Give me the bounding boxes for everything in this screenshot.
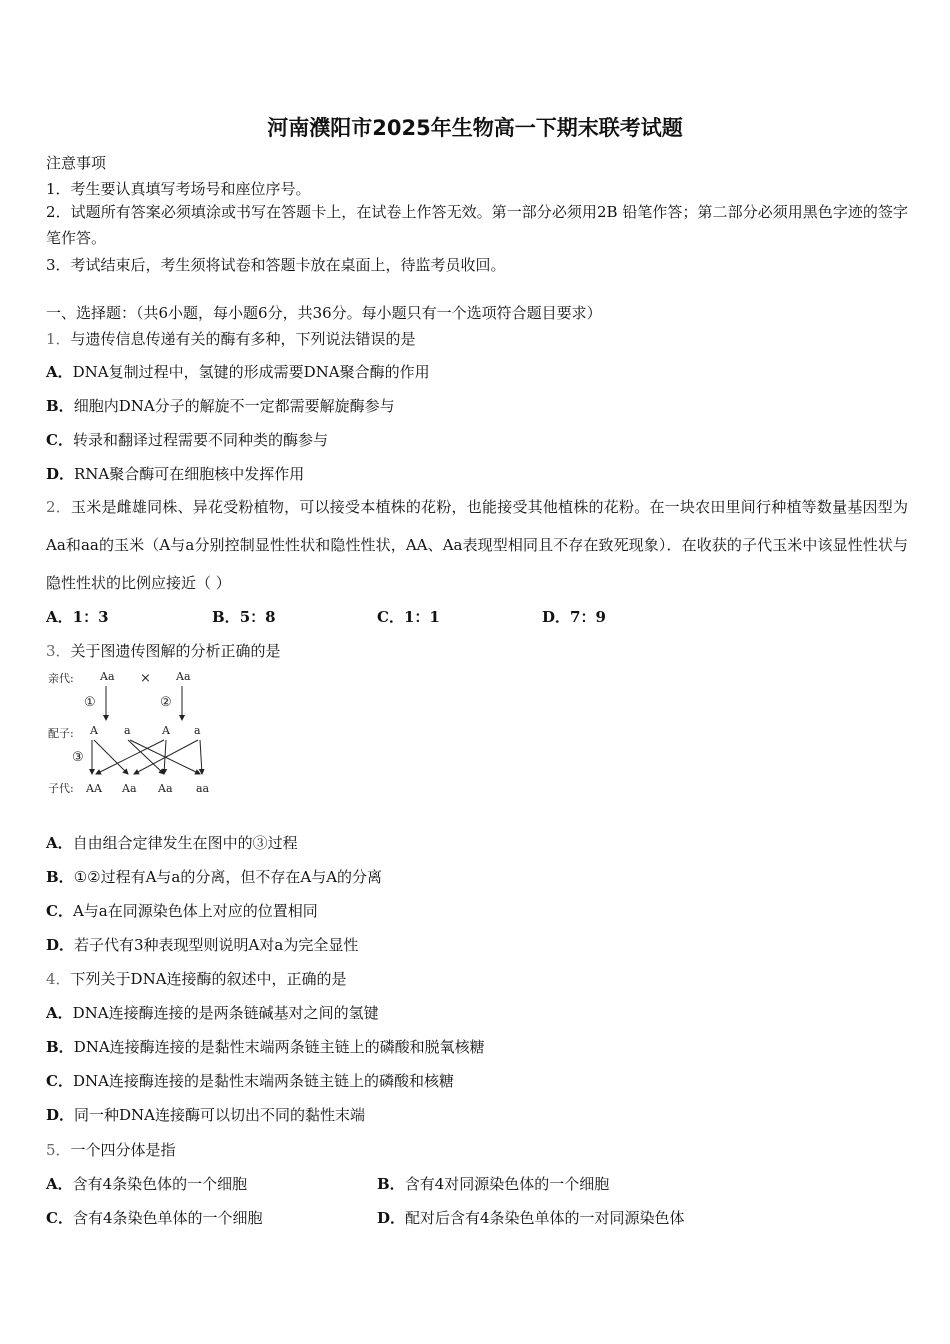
option-text: DNA连接酶连接的是两条链碱基对之间的氢键: [72, 1004, 379, 1022]
section-heading: 一、选择题：（共6小题，每小题6分，共36分。每小题只有一个选项符合题目要求）: [46, 304, 602, 322]
question-number: 1．: [46, 330, 71, 348]
option-text: 自由组合定律发生在图中的③过程: [72, 834, 298, 852]
question-stem: 与遗传信息传递有关的酶有多种，下列说法错误的是: [70, 330, 416, 348]
q3-option-a[interactable]: [46, 832, 298, 853]
option-text: DNA连接酶连接的是黏性末端两条链主链上的磷酸和脱氧核糖: [73, 1038, 485, 1056]
option-label: C．: [46, 1072, 73, 1090]
option-label: C．: [46, 431, 73, 449]
gamete-a-1: a: [124, 724, 131, 737]
q4-option-b[interactable]: [46, 1036, 485, 1057]
q5-option-c[interactable]: [46, 1207, 263, 1228]
option-text: 配对后含有4条染色单体的一对同源染色体: [405, 1209, 685, 1227]
question-number: 5．: [46, 1141, 71, 1159]
offspring-Aa-2: Aa: [158, 782, 173, 795]
option-text: 若子代有3种表现型则说明A对a为完全显性: [74, 936, 359, 954]
row-label-parents: 亲代:: [48, 672, 74, 685]
question-1: [46, 328, 416, 349]
option-text: A与a在同源染色体上对应的位置相同: [72, 902, 318, 920]
option-text: DNA复制过程中，氢键的形成需要DNA聚合酶的作用: [72, 363, 430, 381]
q3-option-c[interactable]: [46, 900, 318, 921]
option-label: D．: [46, 1106, 75, 1124]
gamete-A-2: A: [162, 724, 170, 737]
question-2: [46, 488, 908, 602]
question-number: 4．: [46, 970, 71, 988]
option-label: C．: [377, 608, 404, 626]
cross-symbol: ×: [140, 671, 151, 686]
step-2-marker: ②: [160, 695, 172, 710]
option-label: B．: [46, 1038, 74, 1056]
notice-item-2: 2．试题所有答案必须填涂或书写在答题卡上，在试卷上作答无效。第一部分必须用2B 铅笔作答；第二部分必须用黑色字迹的签字笔作答。: [46, 203, 908, 247]
q1-option-b[interactable]: [46, 395, 395, 416]
q5-option-d[interactable]: [377, 1207, 685, 1228]
page-title: 河南濮阳市2025年生物高一下期末联考试题: [267, 116, 683, 140]
option-label: D．: [46, 465, 75, 483]
option-label: B．: [212, 608, 240, 626]
option-text: 细胞内DNA分子的解旋不一定都需要解旋酶参与: [73, 397, 395, 415]
option-label: D．: [377, 1209, 406, 1227]
option-text: 同一种DNA连接酶可以切出不同的黏性末端: [74, 1106, 366, 1124]
q4-option-d[interactable]: [46, 1104, 365, 1125]
option-text: 7：9: [570, 608, 606, 626]
option-label: A．: [46, 608, 73, 626]
question-stem: 一个四分体是指: [70, 1141, 176, 1159]
q4-option-a[interactable]: [46, 1002, 379, 1023]
cross-arrow: [94, 740, 128, 774]
option-text: 1：1: [403, 608, 440, 626]
option-label: D．: [46, 936, 75, 954]
q3-option-b[interactable]: [46, 866, 382, 887]
notice-item-3: 3．考试结束后，考生须将试卷和答题卡放在桌面上，待监考员收回。: [46, 256, 506, 274]
notice-heading: 注意事项: [46, 154, 107, 172]
step-1-marker: ①: [84, 695, 96, 710]
question-stem: 下列关于DNA连接酶的叙述中，正确的是: [70, 970, 347, 988]
option-label: A．: [46, 363, 73, 381]
question-stem: 关于图遗传图解的分析正确的是: [70, 642, 281, 660]
question-3: [46, 640, 281, 661]
step-3-marker: ③: [72, 750, 84, 765]
parent-2: Aa: [176, 670, 191, 683]
option-label: B．: [377, 1175, 405, 1193]
genetic-diagram: [44, 664, 224, 804]
option-text: 含有4条染色体的一个细胞: [72, 1175, 248, 1193]
q5-option-b[interactable]: [377, 1173, 609, 1194]
question-stem: 玉米是雌雄同株、异花受粉植物，可以接受本植株的花粉，也能接受其他植株的花粉。在一块农田里间行种植等数量基因型为Aa和aa的玉米（A与a分别控制显性性状和隐性性状，AA、Aa表现型相同且不存在致死现象）．在收获的子代玉米中该显性性状与隐性性状的比例应接近（ ）: [46, 498, 908, 592]
option-text: 转录和翻译过程需要不同种类的酶参与: [72, 431, 328, 449]
gamete-A-1: A: [90, 724, 98, 737]
option-label: C．: [46, 1209, 73, 1227]
q1-option-a[interactable]: [46, 361, 430, 382]
q1-option-d[interactable]: [46, 463, 304, 484]
question-number: 2．: [46, 498, 71, 516]
q2-option-d[interactable]: [542, 606, 606, 627]
option-label: D．: [542, 608, 571, 626]
question-4: [46, 968, 347, 989]
parent-1: Aa: [100, 670, 115, 683]
notice-item-1: 1．考生要认真填写考场号和座位序号。: [46, 180, 311, 198]
option-label: A．: [46, 834, 73, 852]
cross-arrow: [96, 740, 164, 774]
gamete-a-2: a: [194, 724, 201, 737]
question-5: [46, 1139, 176, 1160]
option-text: DNA连接酶连接的是黏性末端两条链主链上的磷酸和核糖: [72, 1072, 454, 1090]
q5-option-a[interactable]: [46, 1173, 247, 1194]
option-text: ①②过程有A与a的分离，但不存在A与A的分离: [73, 868, 383, 886]
q2-option-c[interactable]: [377, 606, 440, 627]
option-label: C．: [46, 902, 73, 920]
q2-option-b[interactable]: [212, 606, 276, 627]
offspring-aa: aa: [196, 782, 210, 795]
option-label: B．: [46, 868, 74, 886]
option-label: A．: [46, 1004, 73, 1022]
q4-option-c[interactable]: [46, 1070, 454, 1091]
question-number: 3．: [46, 642, 71, 660]
option-text: 含有4条染色单体的一个细胞: [72, 1209, 263, 1227]
offspring-AA: AA: [86, 782, 102, 795]
offspring-Aa-1: Aa: [122, 782, 137, 795]
option-text: 含有4对同源染色体的一个细胞: [404, 1175, 610, 1193]
q1-option-c[interactable]: [46, 429, 328, 450]
option-text: 1：3: [72, 608, 109, 626]
option-label: A．: [46, 1175, 73, 1193]
option-label: B．: [46, 397, 74, 415]
q2-option-a[interactable]: [46, 606, 109, 627]
option-text: RNA聚合酶可在细胞核中发挥作用: [74, 465, 305, 483]
row-label-offspring: 子代:: [48, 782, 74, 795]
option-text: 5：8: [239, 608, 276, 626]
row-label-gametes: 配子:: [48, 727, 74, 740]
q3-option-d[interactable]: [46, 934, 358, 955]
cross-arrow: [200, 740, 202, 774]
cross-arrow: [128, 740, 164, 774]
